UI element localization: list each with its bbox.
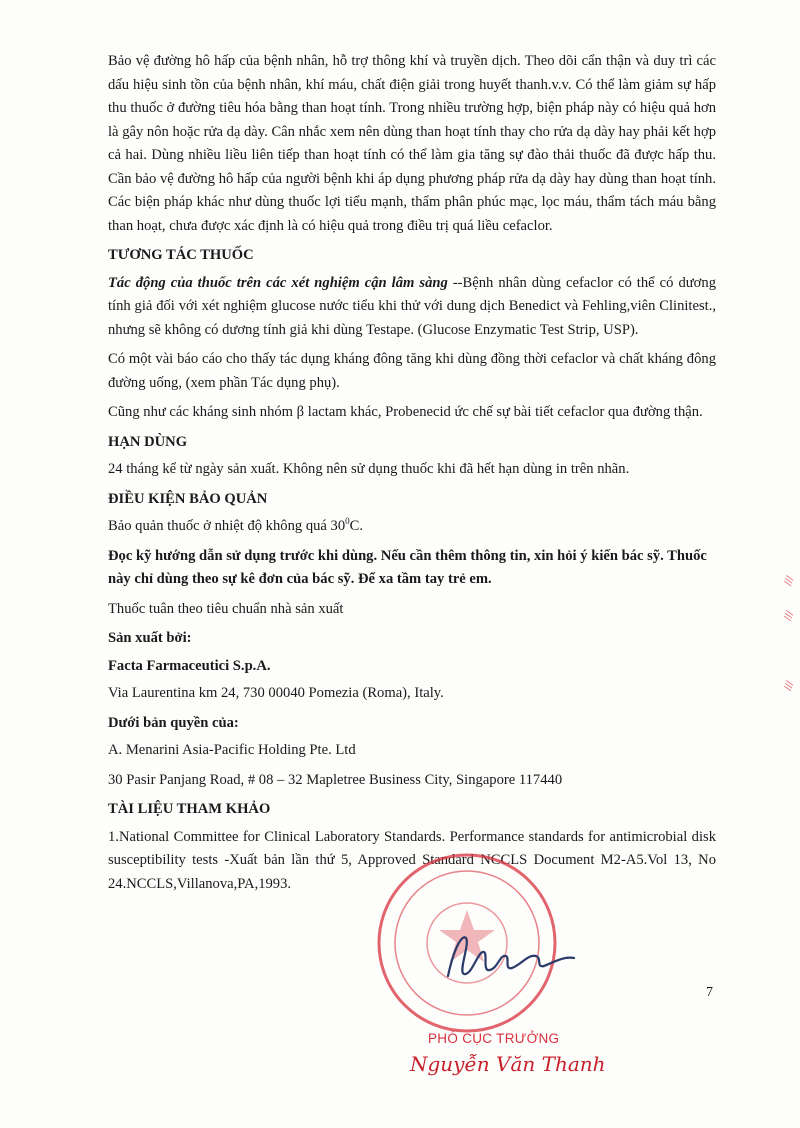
margin-stamp-fragment: ///: [782, 679, 797, 693]
interactions-heading: TƯƠNG TÁC THUỐC: [108, 247, 254, 263]
overdose-paragraph: Bảo vệ đường hô hấp của bệnh nhân, hỗ trợ thông khí và truyền dịch. Theo dõi cẩn thận và duy trì các dấu hiệu sinh tồn của bệnh nhân, khí máu, chất điện giải trong huyết thanh.v.v. Có thể làm giảm sự hấp thu thuốc ở đường tiêu hóa bằng than hoạt tính. Trong nhiều trường hợp, biện pháp này có hiệu quả hơn là gây nôn hoặc rửa dạ dày. Cân nhắc xem nên dùng than hoạt tính thay cho rửa dạ dày hay phải kết hợp cả hai. Dùng nhiều liều liên tiếp than hoạt tính có thể làm gia tăng sự đào thải thuốc đã được hấp thu. Cần bảo vệ đường hô hấp của người bệnh khi áp dụng phương pháp rửa dạ dày hay dùng than hoạt tính. Các biện pháp khác như dùng thuốc lợi tiểu mạnh, thẩm phân phúc mạc, lọc máu, thẩm tách máu bằng than hoạt, chưa được xác định là có hiệu quả trong điều trị quá liều cefaclor.: [108, 53, 716, 234]
signer-name: Nguyễn Văn Thanh: [410, 1052, 606, 1076]
signer-title: PHÓ CỤC TRƯỞNG: [428, 1031, 560, 1046]
margin-stamp-fragment: ///: [782, 609, 797, 623]
manufacturer-name: Facta Farmaceutici S.p.A.: [108, 657, 271, 674]
lab-test-interaction-paragraph: [108, 272, 716, 343]
lab-test-text: --Bệnh nhân dùng cefaclor có thể có dương tính giả đối với xét nghiệm glucose nước tiểu khi thử với dung dịch Benedict và Fehling,viên Clinitest., nhưng sẽ không có dương tính giả khi dùng Testape. (Glucose Enzymatic Test Strip, USP).: [108, 274, 716, 338]
margin-stamp-fragment: ///: [782, 574, 797, 588]
manufacturer-label: Sản xuất bởi:: [108, 630, 192, 646]
reference-item-1: 1.National Committee for Clinical Laboratory Standards. Performance standards for antimicrobial disk susceptibility tests -Xuất bản lần thứ 5, Approved Standard NCCLS Document M2-A5.Vol 13, No 24.NCCLS,Villanova,PA,1993.: [108, 828, 716, 892]
lab-test-title: Tác động của thuốc trên các xét nghiệm cận lâm sàng: [108, 274, 448, 291]
probenecid-paragraph: Cũng như các kháng sinh nhóm β lactam khác, Probenecid ức chế sự bài tiết cefaclor qua đường thận.: [108, 404, 703, 420]
copyright-address: 30 Pasir Panjang Road, # 08 – 32 Mapletree Business City, Singapore 117440: [108, 771, 563, 788]
copyright-label: Dưới bản quyền của:: [108, 714, 239, 731]
signature-icon: [440, 928, 580, 988]
storage-text: Bảo quản thuốc ở nhiệt độ không quá $30^0C$.: [108, 516, 364, 534]
warning-text: Đọc kỹ hướng dẫn sử dụng trước khi dùng. Nếu cần thêm thông tin, xin hỏi ý kiến bác sỹ. Thuốc này chỉ dùng theo sự kê đơn của bác sỹ. Để xa tầm tay trẻ em.: [108, 547, 707, 587]
page-number: 7: [706, 985, 713, 1000]
standard-text: Thuốc tuân theo tiêu chuẩn nhà sản xuất: [108, 600, 344, 617]
storage-heading: ĐIỀU KIỆN BẢO QUẢN: [108, 490, 268, 507]
shelf-life-heading: HẠN DÙNG: [108, 433, 188, 450]
manufacturer-address: Via Laurentina km 24, 730 00040 Pomezia (Roma), Italy.: [108, 685, 444, 701]
anticoagulant-paragraph: Có một vài báo cáo cho thấy tác dụng kháng đông tăng khi dùng đồng thời cefaclor và chất kháng đông đường uống, (xem phần Tác dụng phụ).: [108, 351, 716, 391]
document-body: [108, 50, 716, 902]
shelf-life-text: 24 tháng kể từ ngày sản xuất. Không nên sử dụng thuốc khi đã hết hạn dùng in trên nhãn.: [108, 461, 630, 477]
references-heading: TÀI LIỆU THAM KHẢO: [108, 801, 271, 817]
copyright-name: A. Menarini Asia-Pacific Holding Pte. Ltd: [108, 742, 356, 758]
